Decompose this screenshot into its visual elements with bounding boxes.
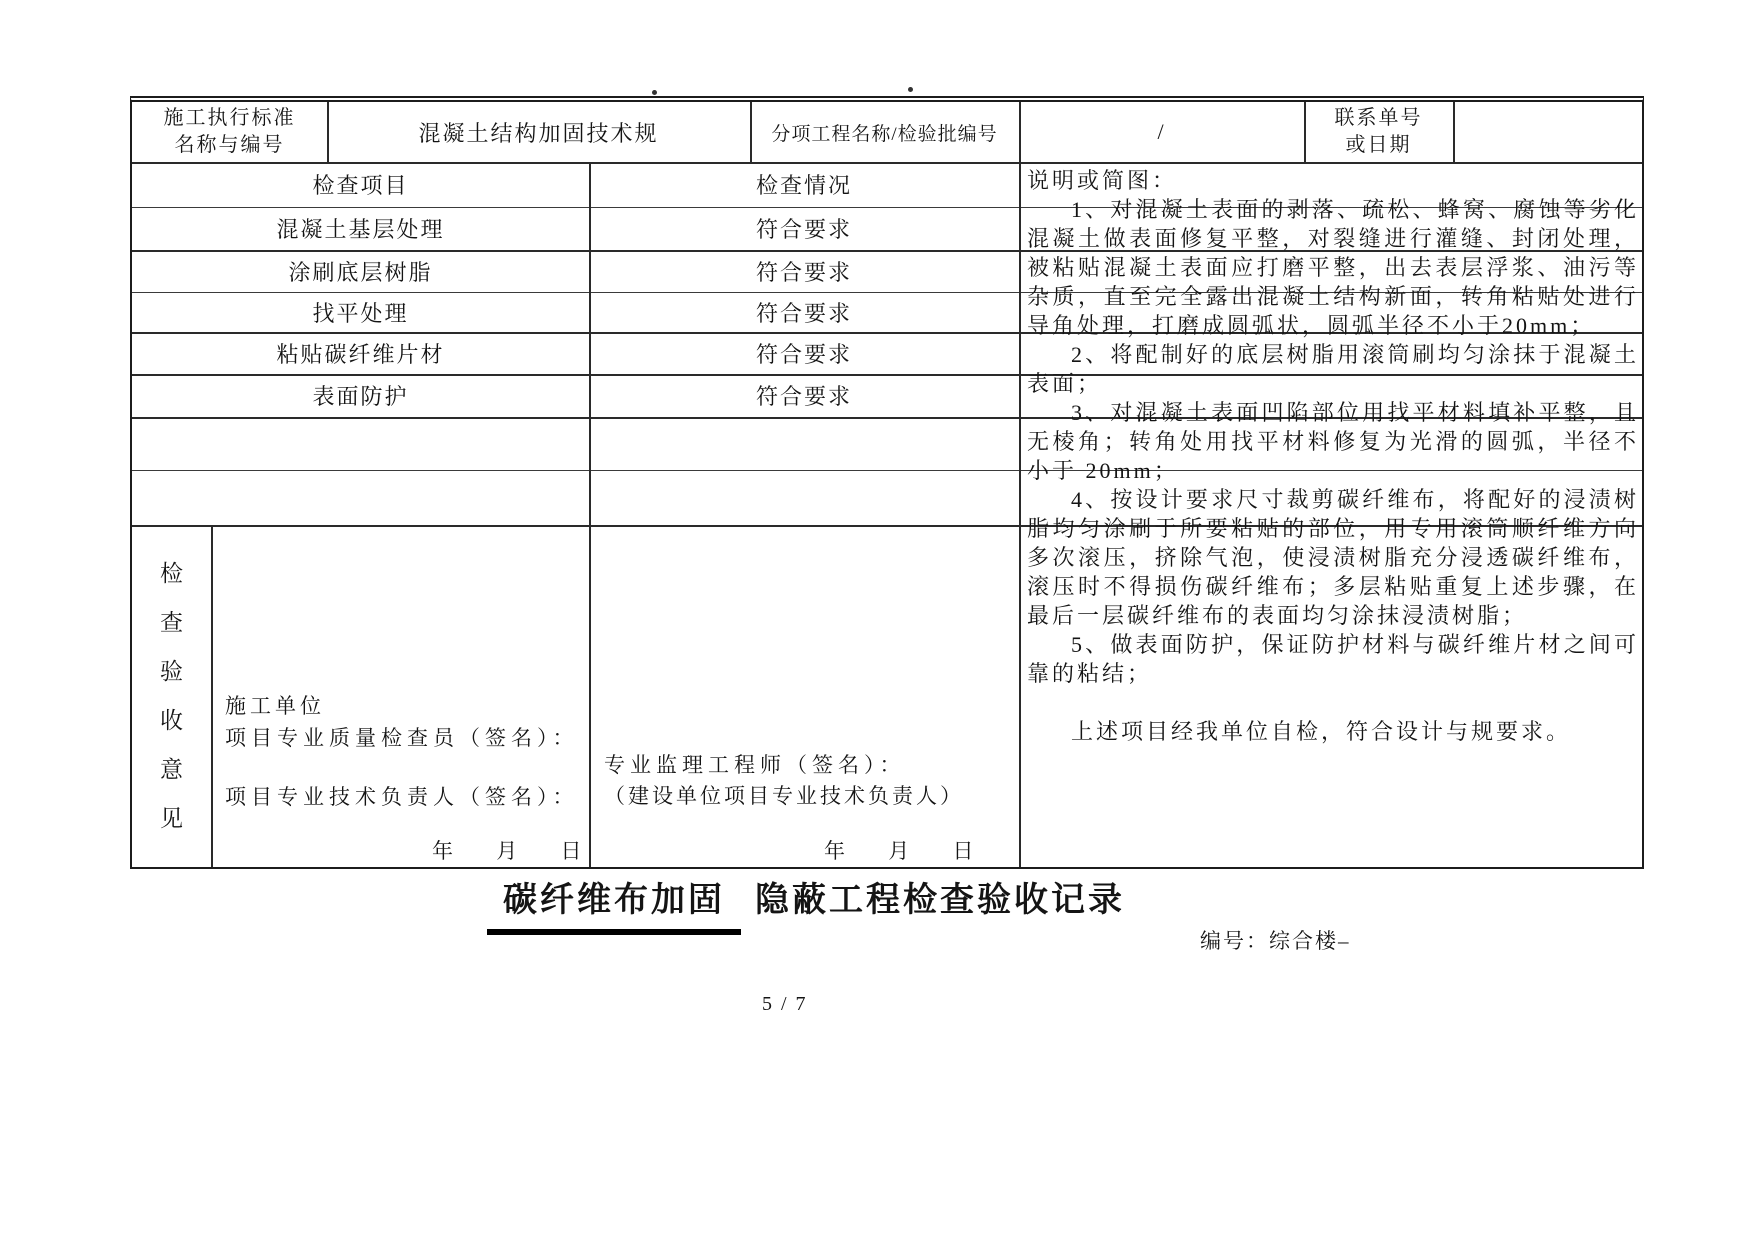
notes-column	[1027, 166, 1639, 746]
constructor-unit-label: 施工单位	[225, 694, 325, 718]
supervisor-alt-label: （建设单位项目专业技术负责人）	[604, 784, 964, 808]
document-number: 编号：综合楼–	[1200, 929, 1351, 953]
check-status	[589, 470, 1019, 525]
standard-name-label-line2: 名称与编号	[174, 134, 285, 156]
stray-dot	[908, 87, 913, 92]
check-item: 混凝土基层处理	[276, 217, 445, 242]
page-number: 5 / 7	[762, 993, 808, 1015]
standard-name-value: 混凝土结构加固技术规	[418, 120, 659, 146]
notes-paragraph: 3、对混凝土表面凹陷部位用找平材料填补平整，且无棱角；转角处用找平材料修复为光滑的圆弧，半径不小于 20mm；	[1027, 400, 1639, 483]
check-status: 符合要求	[755, 300, 852, 326]
check-item: 粘贴碳纤维片材	[276, 341, 445, 367]
subitem-value: /	[1157, 119, 1166, 144]
check-item-header: 检查项目	[312, 173, 409, 198]
constructor-date-field: 年 月 日	[432, 839, 584, 863]
supervisor-engineer-signature-label: 专业监理工程师（签名）：	[604, 753, 906, 777]
contact-number-value	[1453, 102, 1642, 162]
check-status: 符合要求	[755, 259, 852, 285]
contact-number-label-line2: 或日期	[1345, 134, 1412, 156]
check-status	[589, 417, 1019, 470]
notes-title: 说明或简图：	[1027, 168, 1178, 193]
document-title-underlined: 碳纤维布加固	[487, 872, 741, 935]
self-check-conclusion: 上述项目经我单位自检，符合设计与规要求。	[1071, 719, 1572, 744]
column-line	[1019, 102, 1021, 867]
check-status-header: 检查情况	[755, 173, 852, 198]
standard-name-label	[132, 102, 327, 162]
check-item	[132, 470, 589, 525]
acceptance-section-label	[132, 525, 211, 867]
standard-name-label-line1: 施工执行标准	[163, 107, 296, 129]
check-status: 符合要求	[755, 341, 852, 367]
contact-number-label-line1: 联系单号	[1334, 107, 1423, 129]
acceptance-section-label-text: 检查验收意见	[160, 561, 183, 831]
subitem-label: 分项工程名称/检验批编号	[771, 123, 998, 145]
contact-number-label	[1304, 102, 1453, 162]
stray-dot	[652, 90, 657, 95]
document-title	[487, 872, 1125, 935]
check-item	[132, 417, 589, 470]
notes-paragraph: 1、对混凝土表面的剥落、疏松、蜂窝、腐蚀等劣化混凝土做表面修复平整，对裂缝进行灌缝、封闭处理，被粘贴混凝土表面应打磨平整，出去表层浮浆、油污等杂质，直至完全露出混凝土结构新面，转角粘贴处进行导角处理，打磨成圆弧状，圆弧半径不小于20mm；	[1027, 197, 1639, 338]
document-title-rest: 隐蔽工程检查验收记录	[755, 882, 1125, 919]
quality-inspector-signature-label: 项目专业质量检查员（签名）：	[225, 726, 579, 750]
tech-leader-signature-label: 项目专业技术负责人（签名）：	[225, 785, 579, 809]
notes-paragraph: 2、将配制好的底层树脂用滚筒刷均匀涂抹于混凝土表面；	[1027, 342, 1639, 396]
inspection-record-table	[130, 96, 1644, 869]
check-status: 符合要求	[755, 384, 852, 409]
check-item: 涂刷底层树脂	[288, 259, 433, 285]
column-line	[211, 525, 213, 867]
check-item: 找平处理	[312, 300, 409, 326]
check-status: 符合要求	[755, 217, 852, 242]
supervisor-date-field: 年 月 日	[824, 839, 976, 863]
check-item: 表面防护	[312, 384, 409, 409]
notes-paragraph: 4、按设计要求尺寸裁剪碳纤维布，将配好的浸渍树脂均匀涂刷于所要粘贴的部位，用专用滚筒顺纤维方向多次滚压，挤除气泡，使浸渍树脂充分浸透碳纤维布，滚压时不得损伤碳纤维布；多层粘贴重复上述步骤，在最后一层碳纤维布的表面均匀涂抹浸渍树脂；	[1027, 487, 1639, 628]
notes-paragraph: 5、做表面防护，保证防护材料与碳纤维片材之间可靠的粘结；	[1027, 632, 1639, 686]
